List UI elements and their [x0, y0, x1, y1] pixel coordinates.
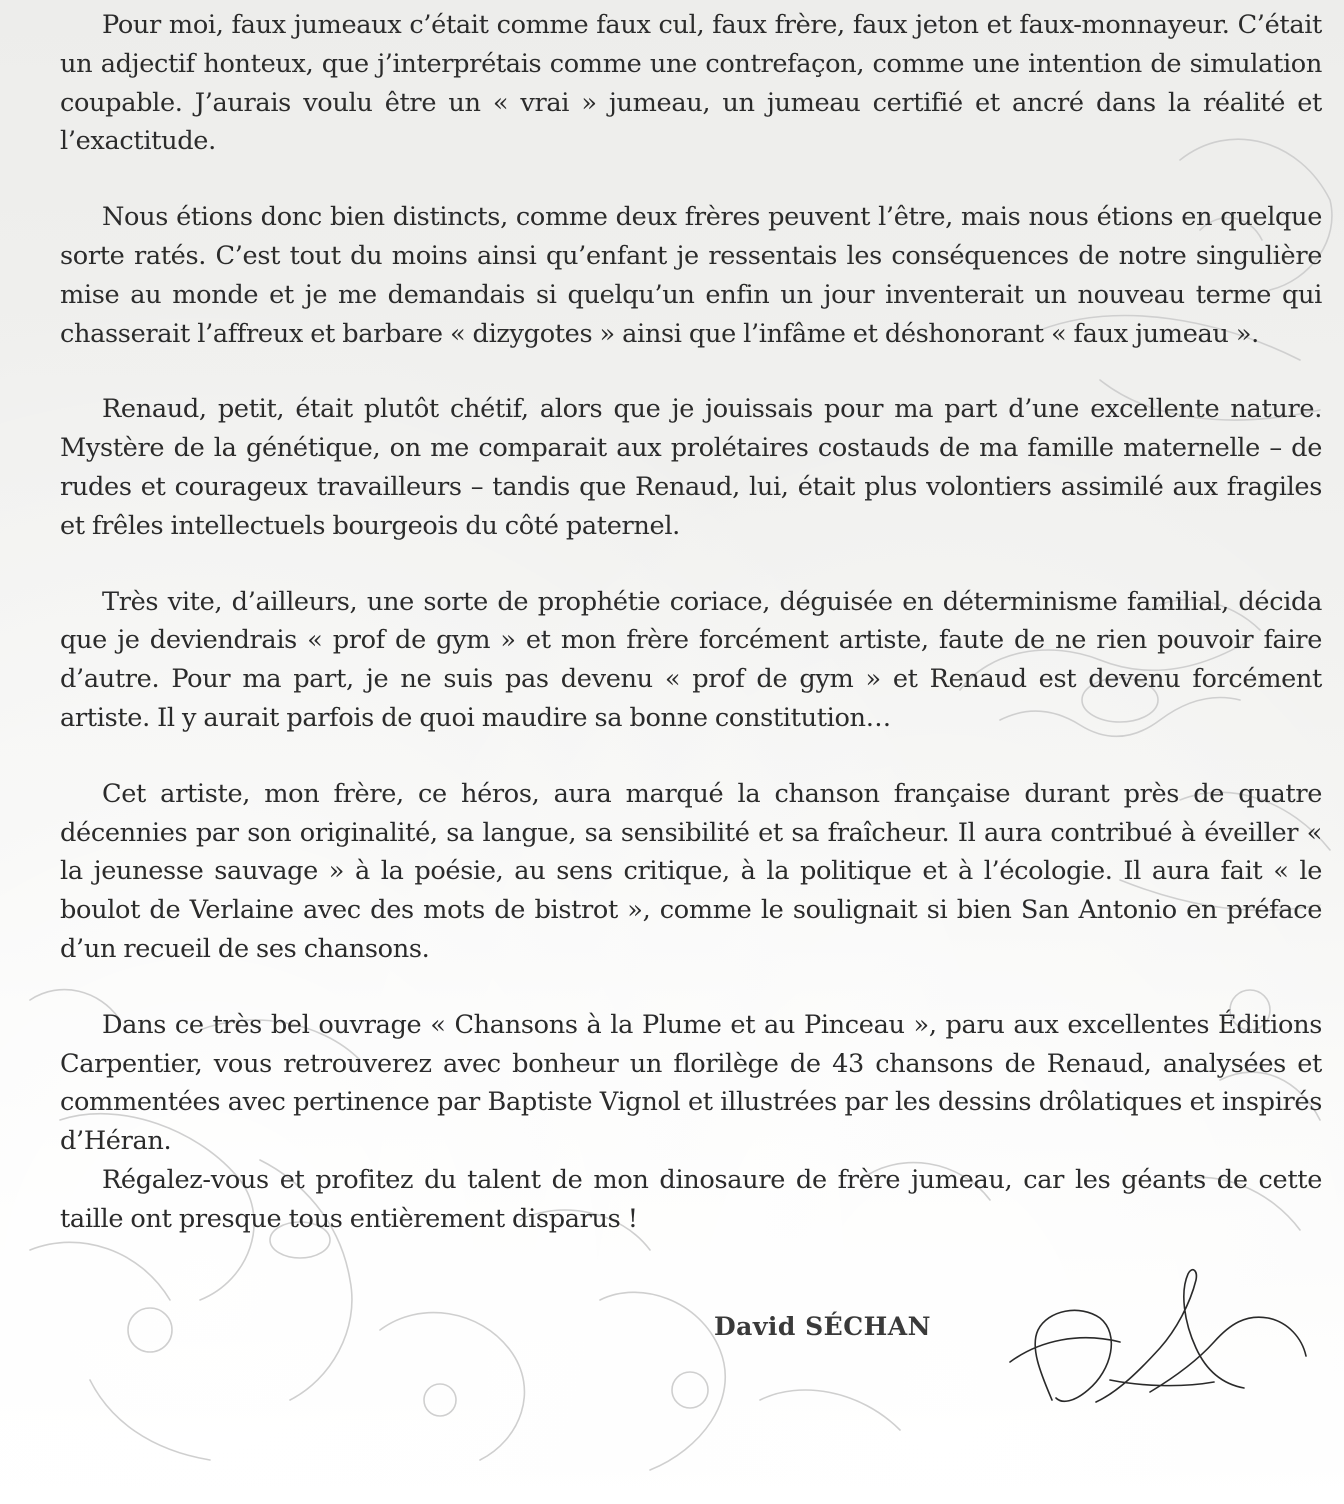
paragraph-3: Renaud, petit, était plutôt chétif, alors que je jouissais pour ma part d’une excellente nature. Mystère de la génétique, on me comparait aux prolétaires costauds de ma famille maternelle – de rudes et courageux travailleurs – tandis que Renaud, lui, était plus volontiers assimilé aux fragiles et frêles intellectuels bourgeois du côté paternel. [60, 394, 1322, 541]
paragraph-2: Nous étions donc bien distincts, comme deux frères peuvent l’être, mais nous étions en quelque sorte ratés. C’est tout du moins ainsi qu’enfant je ressentais les conséquences de notre singulière mise au monde et je me demandais si quelqu’un enfin un jour inventerait un nouveau terme qui chasserait l’affreux et barbare « dizygotes » ainsi que l’infâme et déshonorant « faux jumeau ». [60, 202, 1322, 349]
handwritten-signature-icon [1000, 1252, 1320, 1432]
paragraph-1: Pour moi, faux jumeaux c’était comme faux cul, faux frère, faux jeton et faux-monnayeur. C’était un adjectif honteux, que j’interprétais comme une contrefaçon, comme une intention de simulation coupable. J’aurais voulu être un « vrai » jumeau, un jumeau certifié et ancré dans la réalité et l’exactitude. [60, 10, 1322, 157]
author-name: David SÉCHAN [714, 1312, 931, 1341]
paragraph-4: Très vite, d’ailleurs, une sorte de prophétie coriace, déguisée en déterminisme familial, décida que je deviendrais « prof de gym » et mon frère forcément artiste, faute de ne rien pouvoir faire d’autre. Pour ma part, je ne suis pas devenu « prof de gym » et Renaud est devenu forcément artiste. Il y aurait parfois de quoi maudire sa bonne constitution… [60, 586, 1322, 733]
paragraph-7: Régalez-vous et profitez du talent de mon dinosaure de frère jumeau, car les géants de cette taille ont presque tous entièrement disparus ! [60, 1164, 1322, 1234]
paragraph-5: Cet artiste, mon frère, ce héros, aura marqué la chanson française durant près de quatre décennies par son originalité, sa langue, sa sensibilité et sa fraîcheur. Il aura contribué à éveiller « la jeunesse sauvage » à la poésie, au sens critique, à la politique et à l’écologie. Il aura fait « le boulot de Verlaine avec des mots de bistrot », comme le soulignait si bien San Antonio en préface d’un recueil de ses chansons. [60, 778, 1322, 964]
paragraph-6: Dans ce très bel ouvrage « Chansons à la Plume et au Pinceau », paru aux excellentes Éditions Carpentier, vous retrouverez avec bonheur un florilège de 43 chansons de Renaud, analysées et commentées avec pertinence par Baptiste Vignol et illustrées par les dessins drôlatiques et inspirés d’Héran. [60, 1009, 1322, 1157]
preface-text [60, 6, 1322, 1276]
